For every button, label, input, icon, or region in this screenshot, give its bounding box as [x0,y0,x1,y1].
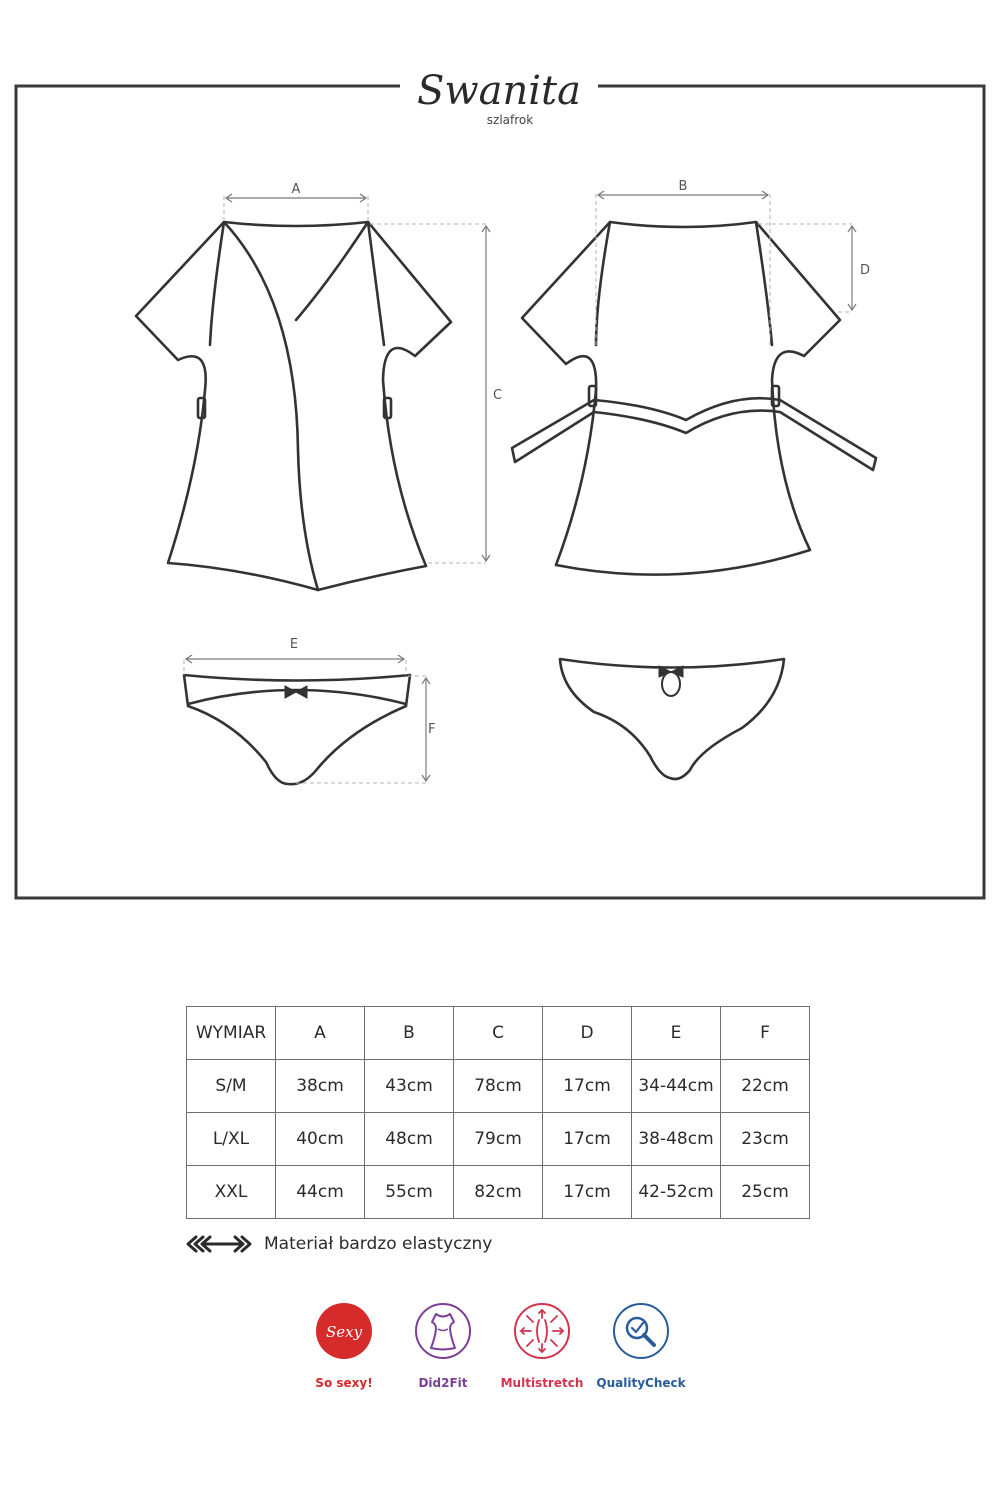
dimension-label-d: D [860,263,871,278]
quality-check-icon [612,1302,670,1360]
robe-front-sleeve-seam-left [210,222,224,345]
table-header-cell: D [543,1007,632,1060]
dimension-label-c: C [493,388,503,403]
bow-icon [285,686,307,698]
robe-back-sleeve-seam-right [756,222,772,345]
table-cell: 17cm [543,1060,632,1113]
table-row [187,1060,810,1113]
stretch-note [186,1232,492,1256]
size-table [186,1006,810,1219]
table-cell: 23cm [721,1113,810,1166]
table-header-cell: C [454,1007,543,1060]
dimension-label-b: B [678,179,688,194]
table-cell: 38-48cm [632,1113,721,1166]
badge-so-sexy [294,1302,394,1390]
table-header-row [187,1007,810,1060]
badge-did2fit [393,1302,493,1390]
table-header-cell: WYMIAR [187,1007,276,1060]
brand-logo: Swanita [417,68,581,114]
table-cell: 42-52cm [632,1166,721,1219]
table-cell: XXL [187,1166,276,1219]
table-cell: 79cm [454,1113,543,1166]
table-header-cell: B [365,1007,454,1060]
table-header-cell: A [276,1007,365,1060]
badge-label: QualityCheck [596,1376,686,1390]
table-cell: 48cm [365,1113,454,1166]
table-cell: 34-44cm [632,1060,721,1113]
table-cell: 25cm [721,1166,810,1219]
table-row [187,1113,810,1166]
brief-back-keyhole [662,672,680,696]
dimension-label-e: E [289,637,299,652]
table-cell: 17cm [543,1113,632,1166]
robe-front-lapel-left [224,222,318,590]
robe-belt [512,398,876,470]
table-cell: 40cm [276,1113,365,1166]
robe-back [512,222,876,575]
badge-label: Multistretch [500,1376,584,1390]
multistretch-icon [513,1302,571,1360]
brief-front [184,675,410,784]
table-cell: 55cm [365,1166,454,1219]
robe-back-sleeve-seam-left [596,222,610,345]
robe-back-outline [522,222,840,575]
stretch-note-text: Materiał bardzo elastyczny [264,1234,493,1254]
brief-back-outline [560,659,784,779]
table-cell: 43cm [365,1060,454,1113]
robe-front [136,222,451,590]
dimension-label-a: A [291,182,301,197]
badge-quality-check [591,1302,691,1390]
table-cell: 44cm [276,1166,365,1219]
table-header-cell: E [632,1007,721,1060]
badge-label: So sexy! [315,1376,373,1390]
table-cell: S/M [187,1060,276,1113]
table-cell: 38cm [276,1060,365,1113]
belt-loop-back-right [772,386,779,406]
frame-border [16,86,984,898]
robe-front-sleeve-seam-right [368,222,384,345]
dress-fit-icon [414,1302,472,1360]
belt-loop-back-left [589,386,596,406]
table-cell: L/XL [187,1113,276,1166]
table-cell: 17cm [543,1166,632,1219]
table-cell: 82cm [454,1166,543,1219]
table-cell: 22cm [721,1060,810,1113]
brief-back [560,659,784,779]
sexy-badge-icon [315,1302,373,1360]
badge-label: Did2Fit [418,1376,468,1390]
product-subtitle: szlafrok [486,113,534,127]
table-cell: 78cm [454,1060,543,1113]
dimension-label-f: F [428,722,436,737]
sexy-badge-text: Sexy [325,1323,363,1341]
badge-multistretch [492,1302,592,1390]
stretch-arrow-icon [186,1235,252,1253]
table-header-cell: F [721,1007,810,1060]
robe-front-outline [136,222,451,590]
table-row [187,1166,810,1219]
robe-front-lapel-right [296,222,368,320]
